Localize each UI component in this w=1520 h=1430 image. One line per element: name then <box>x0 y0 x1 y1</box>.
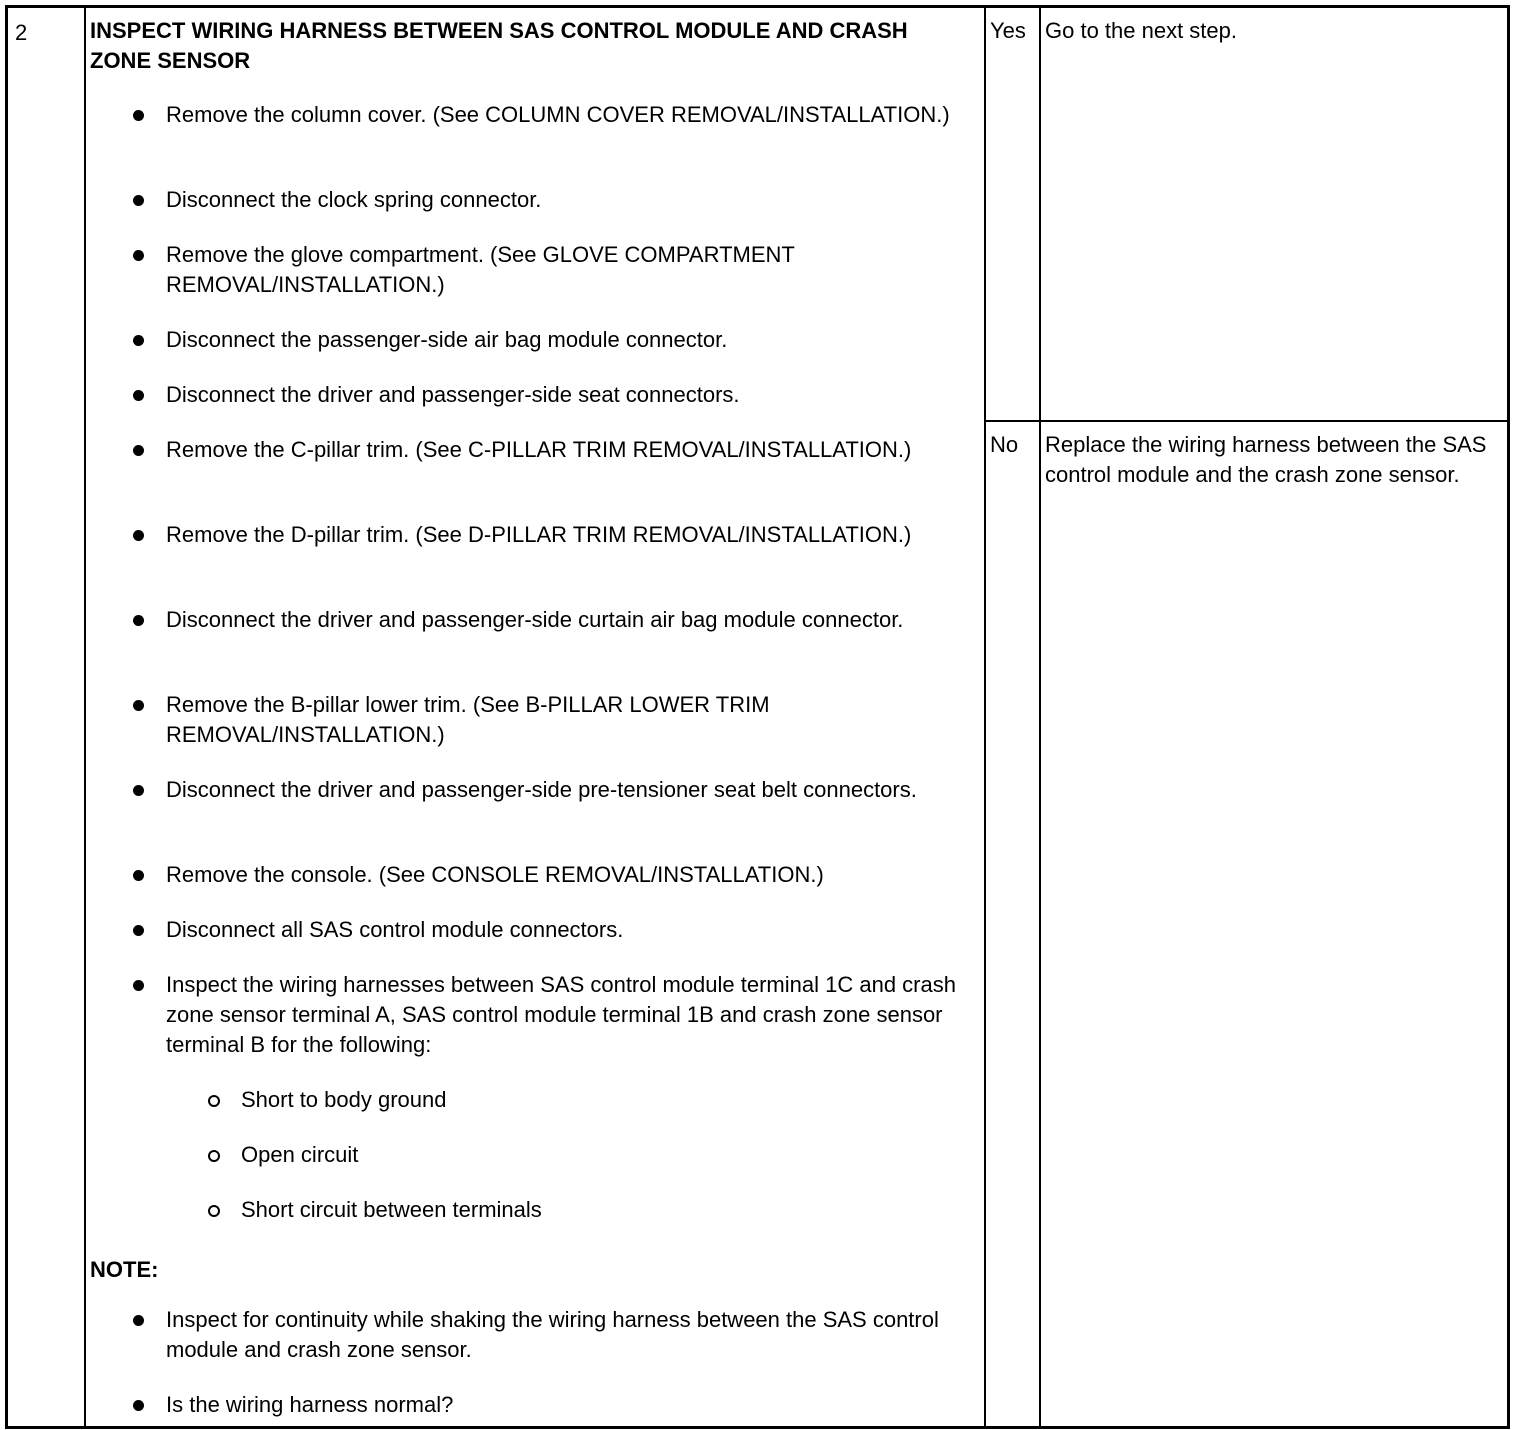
bullet-icon <box>133 615 144 626</box>
list-item: Disconnect the driver and passenger-side pre-tensioner seat belt connectors. <box>133 775 963 805</box>
row-divider <box>984 420 1507 422</box>
bullet-icon <box>133 870 144 881</box>
step-number: 2 <box>15 20 28 45</box>
list-item: Remove the glove compartment. (See GLOVE COMPARTMENT REMOVAL/INSTALLATION.) <box>133 240 963 300</box>
yes-action: Go to the next step. <box>1045 18 1238 43</box>
bullet-icon <box>133 980 144 991</box>
list-item: Remove the console. (See CONSOLE REMOVAL/INSTALLATION.) <box>133 860 963 890</box>
list-item: Remove the C-pillar trim. (See C-PILLAR TRIM REMOVAL/INSTALLATION.) <box>133 435 963 465</box>
bullet-icon <box>133 785 144 796</box>
list-item: Disconnect the clock spring connector. <box>133 185 963 215</box>
list-item: Remove the D-pillar trim. (See D-PILLAR TRIM REMOVAL/INSTALLATION.) <box>133 520 963 550</box>
no-label: No <box>990 432 1019 457</box>
bullet-icon <box>133 530 144 541</box>
inspection-table <box>5 5 1510 1429</box>
bullet-icon <box>133 700 144 711</box>
list-item: Disconnect the driver and passenger-side seat connectors. <box>133 380 963 410</box>
bullet-icon <box>133 195 144 206</box>
list-item: Remove the column cover. (See COLUMN COVER REMOVAL/INSTALLATION.) <box>133 100 963 130</box>
no-action: Replace the wiring harness between the SAS control module and the crash zone sensor. <box>1045 432 1487 487</box>
note-item: Inspect for continuity while shaking the wiring harness between the SAS control module and crash zone sensor. <box>133 1305 963 1365</box>
circle-bullet-icon <box>208 1095 220 1107</box>
note-item: Is the wiring harness normal? <box>133 1390 963 1420</box>
column-divider <box>1039 8 1041 1426</box>
yes-label: Yes <box>990 18 1026 43</box>
bullet-icon <box>133 250 144 261</box>
bullet-icon <box>133 445 144 456</box>
circle-bullet-icon <box>208 1205 220 1217</box>
sub-list-item: Open circuit <box>208 1140 908 1170</box>
list-item: Remove the B-pillar lower trim. (See B-PILLAR LOWER TRIM REMOVAL/INSTALLATION.) <box>133 690 963 750</box>
bullet-icon <box>133 1315 144 1326</box>
bullet-icon <box>133 110 144 121</box>
bullet-icon <box>133 390 144 401</box>
bullet-icon <box>133 1400 144 1411</box>
bullet-icon <box>133 335 144 346</box>
column-divider <box>84 8 86 1426</box>
list-item: Disconnect the passenger-side air bag module connector. <box>133 325 963 355</box>
circle-bullet-icon <box>208 1150 220 1162</box>
note-label: NOTE: <box>90 1257 159 1282</box>
list-item: Disconnect the driver and passenger-side curtain air bag module connector. <box>133 605 963 635</box>
column-divider <box>984 8 986 1426</box>
sub-list-item: Short circuit between terminals <box>208 1195 908 1225</box>
bullet-icon <box>133 925 144 936</box>
list-item: Inspect the wiring harnesses between SAS control module terminal 1C and crash zone sensor terminal A, SAS control module terminal 1B and crash zone sensor terminal B for the following: <box>133 970 963 1060</box>
list-item: Disconnect all SAS control module connectors. <box>133 915 963 945</box>
step-title: INSPECT WIRING HARNESS BETWEEN SAS CONTROL MODULE AND CRASH ZONE SENSOR <box>90 18 908 73</box>
sub-list-item: Short to body ground <box>208 1085 908 1115</box>
